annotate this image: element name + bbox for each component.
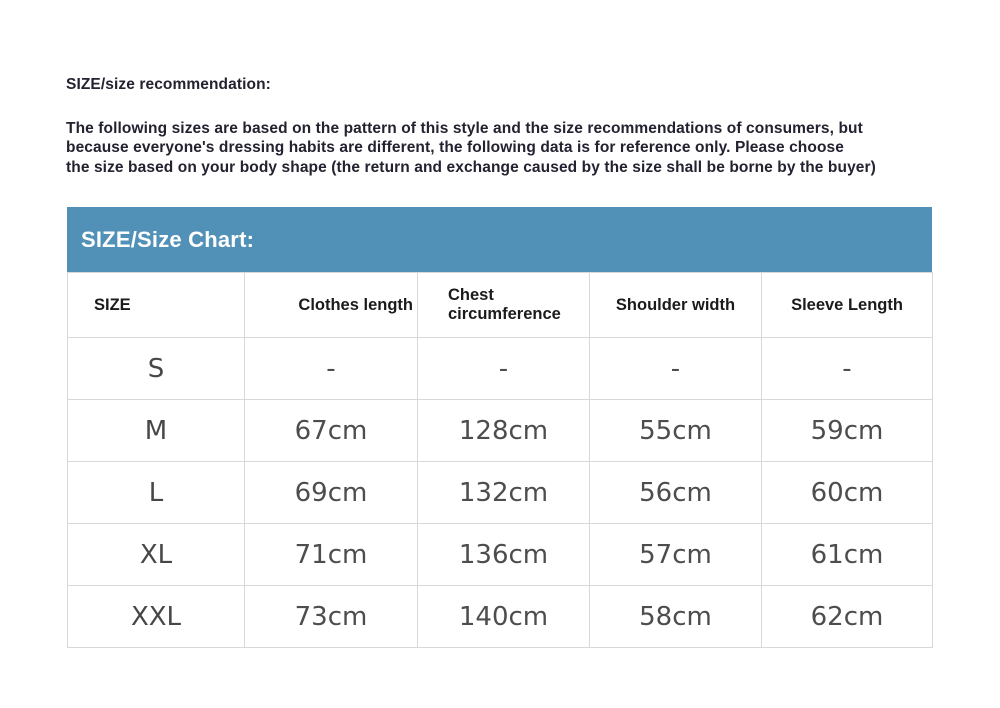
shoulder-width-cell: 57cm — [590, 524, 762, 586]
size-chart-title: SIZE/Size Chart: — [81, 226, 255, 252]
shoulder-width-cell: 56cm — [590, 462, 762, 524]
size-cell: M — [68, 400, 245, 462]
shoulder-width-cell: - — [590, 338, 762, 400]
column-header-size: SIZE — [68, 273, 245, 338]
column-header-shoulder-width: Shoulder width — [590, 273, 762, 338]
size-cell: XXL — [68, 586, 245, 648]
clothes-length-cell: 71cm — [245, 524, 418, 586]
table-row-s — [68, 338, 933, 400]
size-cell: L — [68, 462, 245, 524]
size-recommendation-heading: SIZE/size recommendation: — [66, 76, 271, 93]
column-header-sleeve-length: Sleeve Length — [762, 273, 933, 338]
paragraph-line-3: the size based on your body shape (the return and exchange caused by the size shall be borne by the buyer) — [66, 158, 876, 176]
size-chart-section — [67, 207, 932, 648]
size-cell: XL — [68, 524, 245, 586]
table-row-l — [68, 462, 933, 524]
table-row-m — [68, 400, 933, 462]
shoulder-width-cell: 55cm — [590, 400, 762, 462]
clothes-length-cell: 67cm — [245, 400, 418, 462]
chest-circumference-cell: 132cm — [418, 462, 590, 524]
sleeve-length-cell: 62cm — [762, 586, 933, 648]
size-recommendation-paragraph — [66, 119, 956, 177]
clothes-length-cell: 73cm — [245, 586, 418, 648]
table-row-xl — [68, 524, 933, 586]
sleeve-length-cell: 59cm — [762, 400, 933, 462]
column-header-clothes-length: Clothes length — [245, 273, 418, 338]
sleeve-length-cell: 61cm — [762, 524, 933, 586]
clothes-length-cell: 69cm — [245, 462, 418, 524]
column-header-chest-circumference: Chest circumference — [418, 273, 590, 338]
paragraph-line-1: The following sizes are based on the pattern of this style and the size recommendations of consumers, but — [66, 120, 863, 137]
size-chart-header-bar — [67, 207, 932, 272]
paragraph-line-2: because everyone's dressing habits are different, the following data is for reference only. Please choose — [66, 139, 844, 157]
table-row-xxl — [68, 586, 933, 648]
sleeve-length-cell: - — [762, 338, 933, 400]
shoulder-width-cell: 58cm — [590, 586, 762, 648]
size-chart-table — [67, 272, 933, 648]
chest-circumference-cell: - — [418, 338, 590, 400]
chest-circumference-cell: 140cm — [418, 586, 590, 648]
sleeve-length-cell: 60cm — [762, 462, 933, 524]
clothes-length-cell: - — [245, 338, 418, 400]
size-cell: S — [68, 338, 245, 400]
table-header-row — [68, 273, 933, 338]
chest-circumference-cell: 136cm — [418, 524, 590, 586]
chest-circumference-cell: 128cm — [418, 400, 590, 462]
